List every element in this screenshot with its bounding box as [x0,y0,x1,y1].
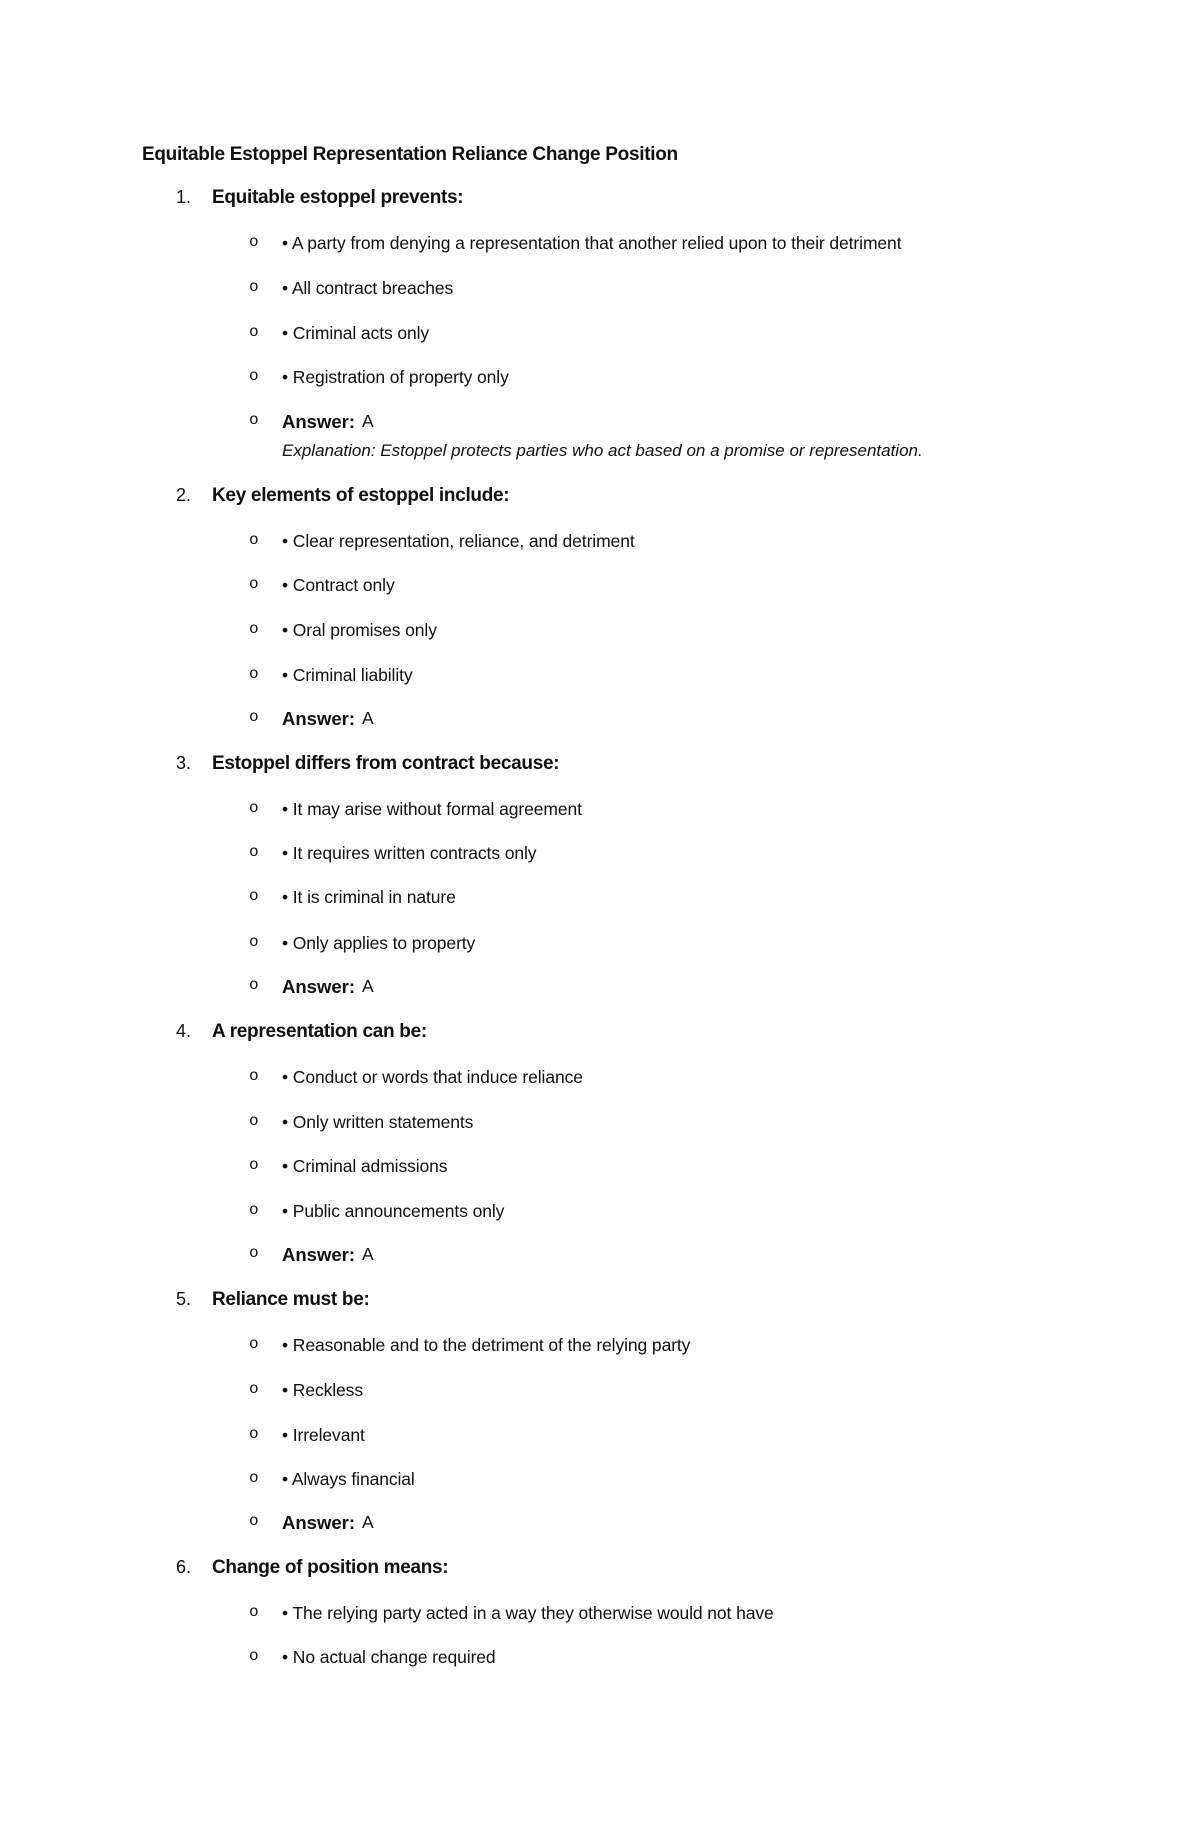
bullet-marker-icon: o [249,665,259,683]
option-text: • Registration of property only [282,367,509,387]
question-number: 3. [176,753,192,773]
bullet-marker-icon: o [249,933,259,951]
option-text: • Irrelevant [282,1425,365,1445]
bullet-marker-icon: o [249,620,259,638]
answer-value: A [362,1244,374,1264]
question-text: A representation can be: [212,1021,427,1042]
question-text: Key elements of estoppel include: [212,485,510,506]
answer-value: A [362,411,374,431]
bullet-marker-icon: o [249,367,259,385]
bullet-marker-icon: o [249,799,259,817]
option-text: • Reckless [282,1380,363,1400]
option-text: • It is criminal in nature [282,887,456,907]
bullet-marker-icon: o [249,1244,259,1262]
answer-value: A [362,976,374,996]
bullet-marker-icon: o [249,843,259,861]
option-text: • The relying party acted in a way they otherwise would not have [282,1603,774,1623]
bullet-marker-icon: o [249,575,259,593]
bullet-marker-icon: o [249,1512,259,1530]
question-text: Change of position means: [212,1557,449,1578]
bullet-marker-icon: o [249,411,259,429]
option-text: • Public announcements only [282,1201,505,1221]
bullet-marker-icon: o [249,1425,259,1443]
question-number: 5. [176,1289,192,1309]
option-text: • No actual change required [282,1647,496,1667]
bullet-marker-icon: o [249,1201,259,1219]
bullet-marker-icon: o [249,1380,259,1398]
option-text: • Conduct or words that induce reliance [282,1067,583,1087]
question-text: Estoppel differs from contract because: [212,753,560,774]
option-text: • Clear representation, reliance, and detriment [282,531,635,551]
answer-label: Answer: [282,708,355,729]
bullet-marker-icon: o [249,1603,259,1621]
bullet-marker-icon: o [249,1067,259,1085]
question-text: Reliance must be: [212,1289,370,1310]
option-text: • Contract only [282,575,395,595]
bullet-marker-icon: o [249,1112,259,1130]
option-text: • Always financial [282,1469,415,1489]
bullet-marker-icon: o [249,531,259,549]
question-number: 4. [176,1021,192,1041]
option-text: • Oral promises only [282,620,437,640]
document-title: Equitable Estoppel Representation Reliance Change Position [142,144,678,165]
option-text: • Only written statements [282,1112,474,1132]
bullet-marker-icon: o [249,233,259,251]
option-text: • Criminal liability [282,665,413,685]
question-number: 6. [176,1557,192,1577]
option-text: • Only applies to property [282,933,476,953]
answer-value: A [362,1512,374,1532]
option-text: • All contract breaches [282,278,454,298]
option-text: • A party from denying a representation that another relied upon to their detriment [282,233,902,253]
option-text: • Criminal admissions [282,1156,448,1176]
option-text: • Reasonable and to the detriment of the relying party [282,1335,691,1355]
option-text: • It requires written contracts only [282,843,537,863]
bullet-marker-icon: o [249,1647,259,1665]
bullet-marker-icon: o [249,323,259,341]
option-text: • It may arise without formal agreement [282,799,582,819]
question-number: 2. [176,485,192,505]
question-number: 1. [176,187,192,207]
bullet-marker-icon: o [249,1335,259,1353]
bullet-marker-icon: o [249,278,259,296]
option-text: • Criminal acts only [282,323,430,343]
explanation-text: Explanation: Estoppel protects parties who act based on a promise or representation. [282,441,923,460]
bullet-marker-icon: o [249,1156,259,1174]
bullet-marker-icon: o [249,887,259,905]
bullet-marker-icon: o [249,708,259,726]
answer-label: Answer: [282,976,355,997]
bullet-marker-icon: o [249,1469,259,1487]
answer-label: Answer: [282,1244,355,1265]
question-text: Equitable estoppel prevents: [212,187,464,208]
answer-label: Answer: [282,1512,355,1533]
answer-value: A [362,708,374,728]
answer-label: Answer: [282,411,355,432]
bullet-marker-icon: o [249,976,259,994]
